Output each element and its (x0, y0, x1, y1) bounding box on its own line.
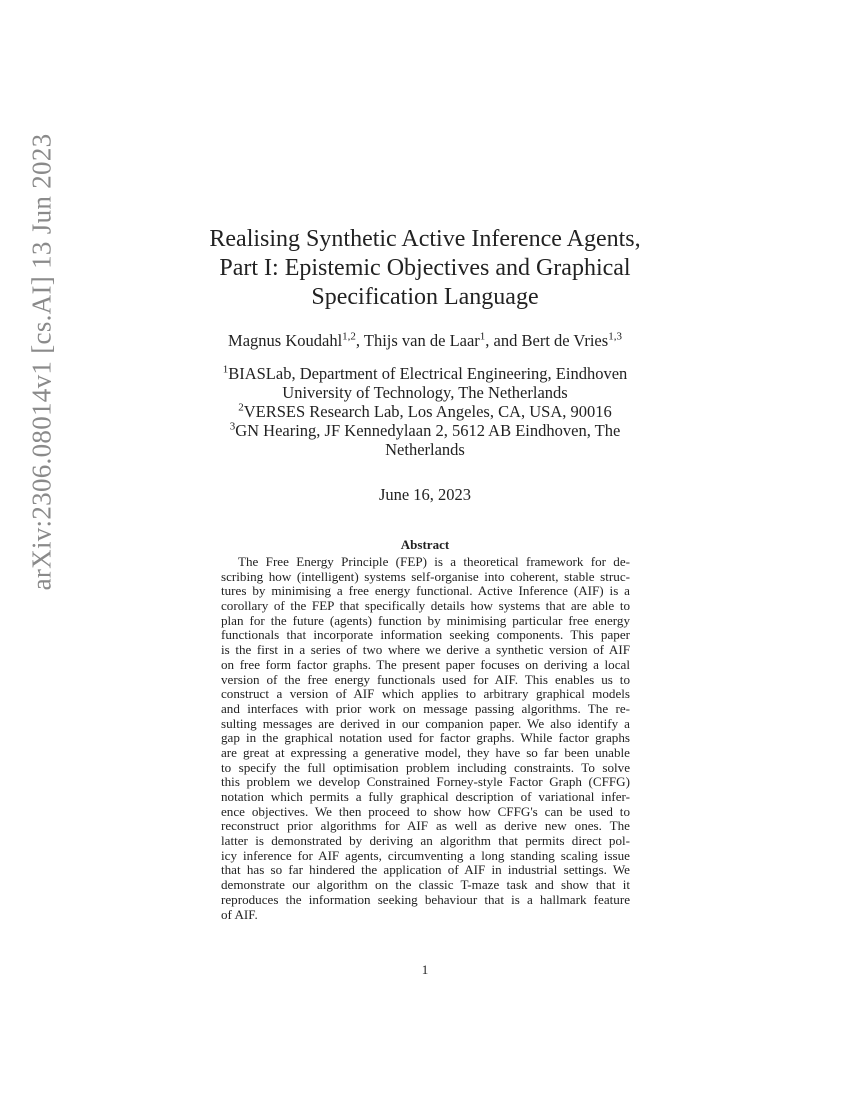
abstract-line: latter is demonstrated by deriving an algorithm that permits direct pol- (221, 833, 630, 849)
author-sep: , and (485, 331, 522, 350)
author-name: Thijs van de Laar (363, 331, 480, 350)
affil-mark: 1 (222, 363, 229, 376)
title-line: Realising Synthetic Active Inference Agents, (209, 226, 641, 252)
affiliation (0, 364, 850, 383)
affil-line: VERSES Research Lab, Los Angeles, CA, USA, 90016 (243, 402, 612, 421)
affiliation (0, 402, 850, 421)
abstract-line: reproduces the information seeking behaviour that is a hallmark feature (221, 891, 630, 907)
author-affil: 1,3 (608, 330, 622, 343)
abstract-line: is the first in a series of two where we derive a synthetic version of AIF (221, 642, 630, 658)
abstract-line: corollary of the FEP that specifically details how systems that are able to (221, 598, 630, 614)
affil-mark: 3 (229, 420, 236, 433)
title-line: Part I: Epistemic Objectives and Graphical (219, 255, 631, 281)
title-line: Specification Language (311, 284, 539, 310)
authors (0, 331, 850, 351)
abstract-line: of AIF. (221, 906, 258, 922)
abstract-line: sulting messages are derived in our companion paper. We also identify a (221, 715, 630, 731)
abstract-line: The Free Energy Principle (FEP) is a theoretical framework for de- (238, 554, 630, 569)
abstract-line: are great at expressing a generative model, they have so far been unable (221, 744, 630, 760)
abstract-line: construct a version of AIF which applies to arbitrary graphical models (221, 686, 630, 702)
abstract-line: reconstruct prior algorithms for AIF as well as derive new ones. The (221, 818, 630, 834)
affil-line: Netherlands (385, 440, 465, 459)
paper-title (0, 225, 850, 312)
abstract-line: to specify the full optimisation problem including constraints. To solve (221, 759, 630, 775)
abstract-line: this problem we develop Constrained Forney-style Factor Graph (CFFG) (221, 774, 630, 790)
abstract-line: icy inference for AIF agents, circumventing a long standing scaling issue (221, 847, 630, 863)
author-affil: 1 (479, 330, 486, 343)
affil-mark: 2 (238, 401, 244, 414)
page-number: 1 (421, 962, 429, 977)
abstract-line: demonstrate our algorithm on the classic T-maze task and show that it (221, 877, 630, 893)
abstract-line: version of the free energy functionals used for AIF. This enables us to (221, 671, 630, 687)
affil-line: University of Technology, The Netherlands (282, 383, 568, 402)
abstract-line: gap in the graphical notation used for factor graphs. While factor graphs (221, 730, 630, 746)
abstract-line: and interfaces with prior work on message passing algorithms. The re- (221, 700, 630, 716)
abstract-line: tures by minimising a free energy functional. Active Inference (AIF) is a (221, 583, 630, 599)
date: June 16, 2023 (378, 485, 472, 504)
abstract-line: ence objectives. We then proceed to show how CFFG's can be used to (221, 803, 630, 819)
abstract-line: functionals that incorporate information seeking components. This paper (221, 627, 630, 643)
abstract-line: that has so far hindered the application of AIF in industrial settings. We (221, 862, 630, 878)
author-affil: 1,2 (342, 330, 356, 343)
abstract-line: scribing how (intelligent) systems self-organise into coherent, stable struc- (221, 568, 630, 584)
affil-line: GN Hearing, JF Kennedylaan 2, 5612 AB Eindhoven, The (235, 421, 621, 440)
abstract-line: plan for the future (agents) function by minimising particular free energy (221, 612, 630, 628)
abstract-line: notation which permits a fully graphical description of variational infer- (221, 789, 630, 804)
author-name: Bert de Vries (521, 331, 609, 350)
abstract-line: on free form factor graphs. The present paper focuses on deriving a local (221, 656, 630, 672)
arxiv-stamp: arXiv:2306.08014v1 [cs.AI] 13 Jun 2023 (26, 133, 57, 591)
abstract-body (221, 555, 630, 922)
affiliation (0, 421, 850, 440)
author-name: Magnus Koudahl (228, 331, 343, 350)
abstract-heading: Abstract (400, 537, 450, 552)
author-sep: , (355, 331, 364, 350)
affil-line: BIASLab, Department of Electrical Engineering, Eindhoven (228, 364, 628, 383)
affiliations (0, 364, 850, 459)
